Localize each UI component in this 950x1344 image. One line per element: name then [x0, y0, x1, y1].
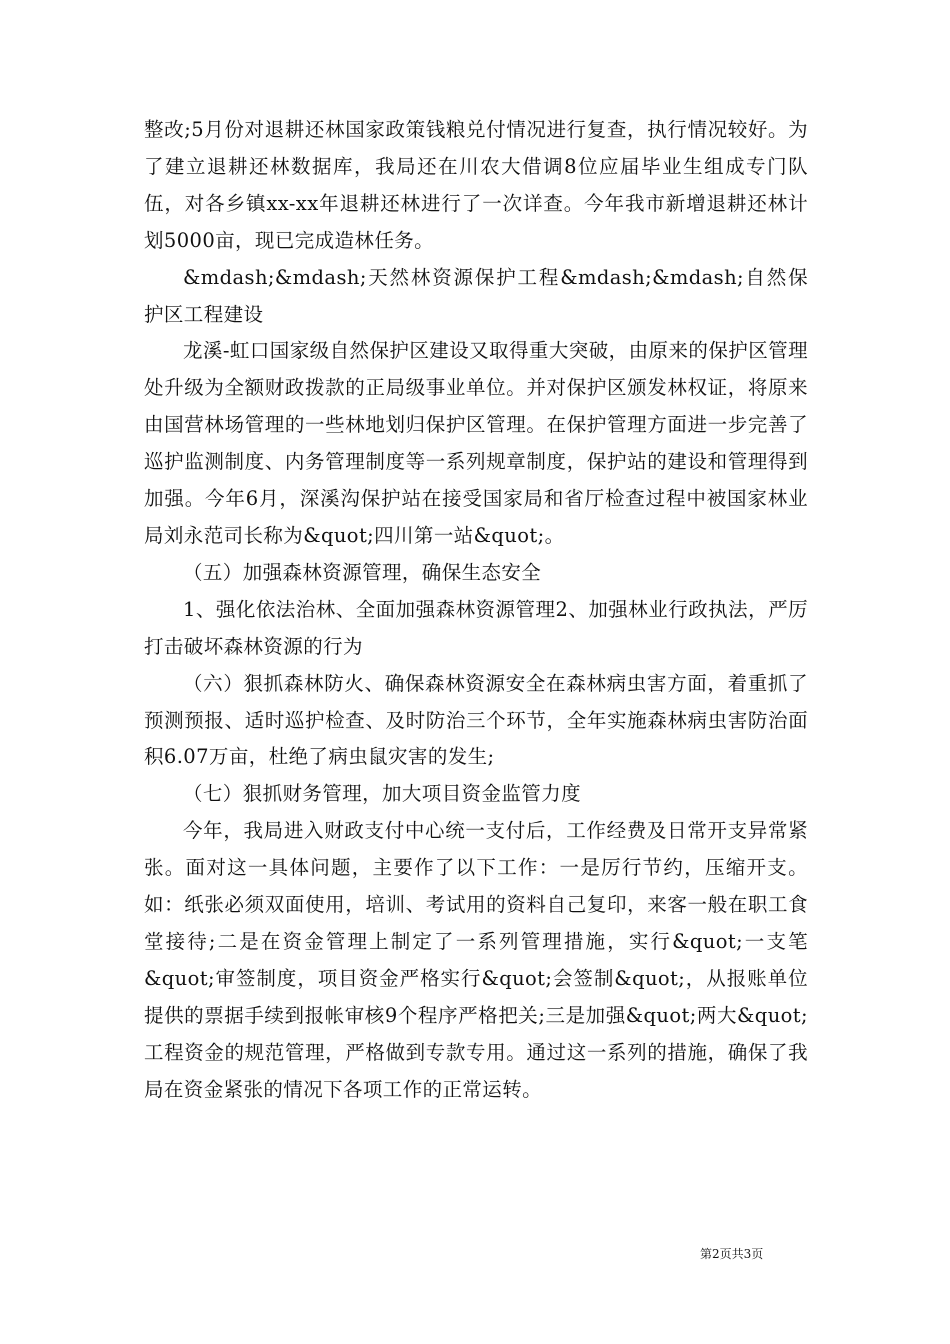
paragraph-continuation: 整改;5月份对退耕还林国家政策钱粮兑付情况进行复查，执行情况较好。为了建立退耕还林数据库，我局还在川农大借调8位应届毕业生组成专门队伍，对各乡镇xx-xx年退耕还林进行了一次详查。今年我市新增退耕还林计划5000亩，现已完成造林任务。 [144, 118, 808, 252]
section-heading-nature-reserve: &mdash;&mdash;天然林资源保护工程&mdash;&mdash;自然保护区工程建设 [144, 265, 808, 326]
document-page [144, 112, 808, 1212]
section-heading-7: （七）狠抓财务管理，加大项目资金监管力度 [183, 782, 582, 806]
paragraph-finance: 今年，我局进入财政支付中心统一支付后，工作经费及日常开支异常紧张。面对这一具体问题，主要作了以下工作：一是厉行节约，压缩开支。如：纸张必须双面使用，培训、考试用的资料自己复印，来客一般在职工食堂接待;二是在资金管理上制定了一系列管理措施，实行&quot;一支笔&quot;审签制度，项目资金严格实行&quot;会签制&quot;，从报账单位提供的票据手续到报帐审核9个程序严格把关;三是加强&quot;两大&quot;工程资金的规范管理，严格做到专款专用。通过这一系列的措施，确保了我局在资金紧张的情况下各项工作的正常运转。 [144, 819, 808, 1101]
paragraph-forest-law: 1、强化依法治林、全面加强森林资源管理2、加强林业行政执法，严厉打击破坏森林资源的行为 [144, 597, 808, 658]
page-number-footer: 第2页共3页 [700, 1247, 764, 1261]
paragraph-nature-reserve: 龙溪-虹口国家级自然保护区建设又取得重大突破，由原来的保护区管理处升级为全额财政拨款的正局级事业单位。并对保护区颁发林权证，将原来由国营林场管理的一些林地划归保护区管理。在保护管理方面进一步完善了巡护监测制度、内务管理制度等一系列规章制度，保护站的建设和管理得到加强。今年6月，深溪沟保护站在接受国家局和省厅检查过程中被国家林业局刘永范司长称为&quot;四川第一站&quot;。 [144, 339, 808, 547]
section-heading-5: （五）加强森林资源管理，确保生态安全 [183, 560, 542, 584]
paragraph-section-6: （六）狠抓森林防火、确保森林资源安全在森林病虫害方面，着重抓了预测预报、适时巡护检查、及时防治三个环节，全年实施森林病虫害防治面积6.07万亩，杜绝了病虫鼠灾害的发生; [144, 671, 808, 769]
